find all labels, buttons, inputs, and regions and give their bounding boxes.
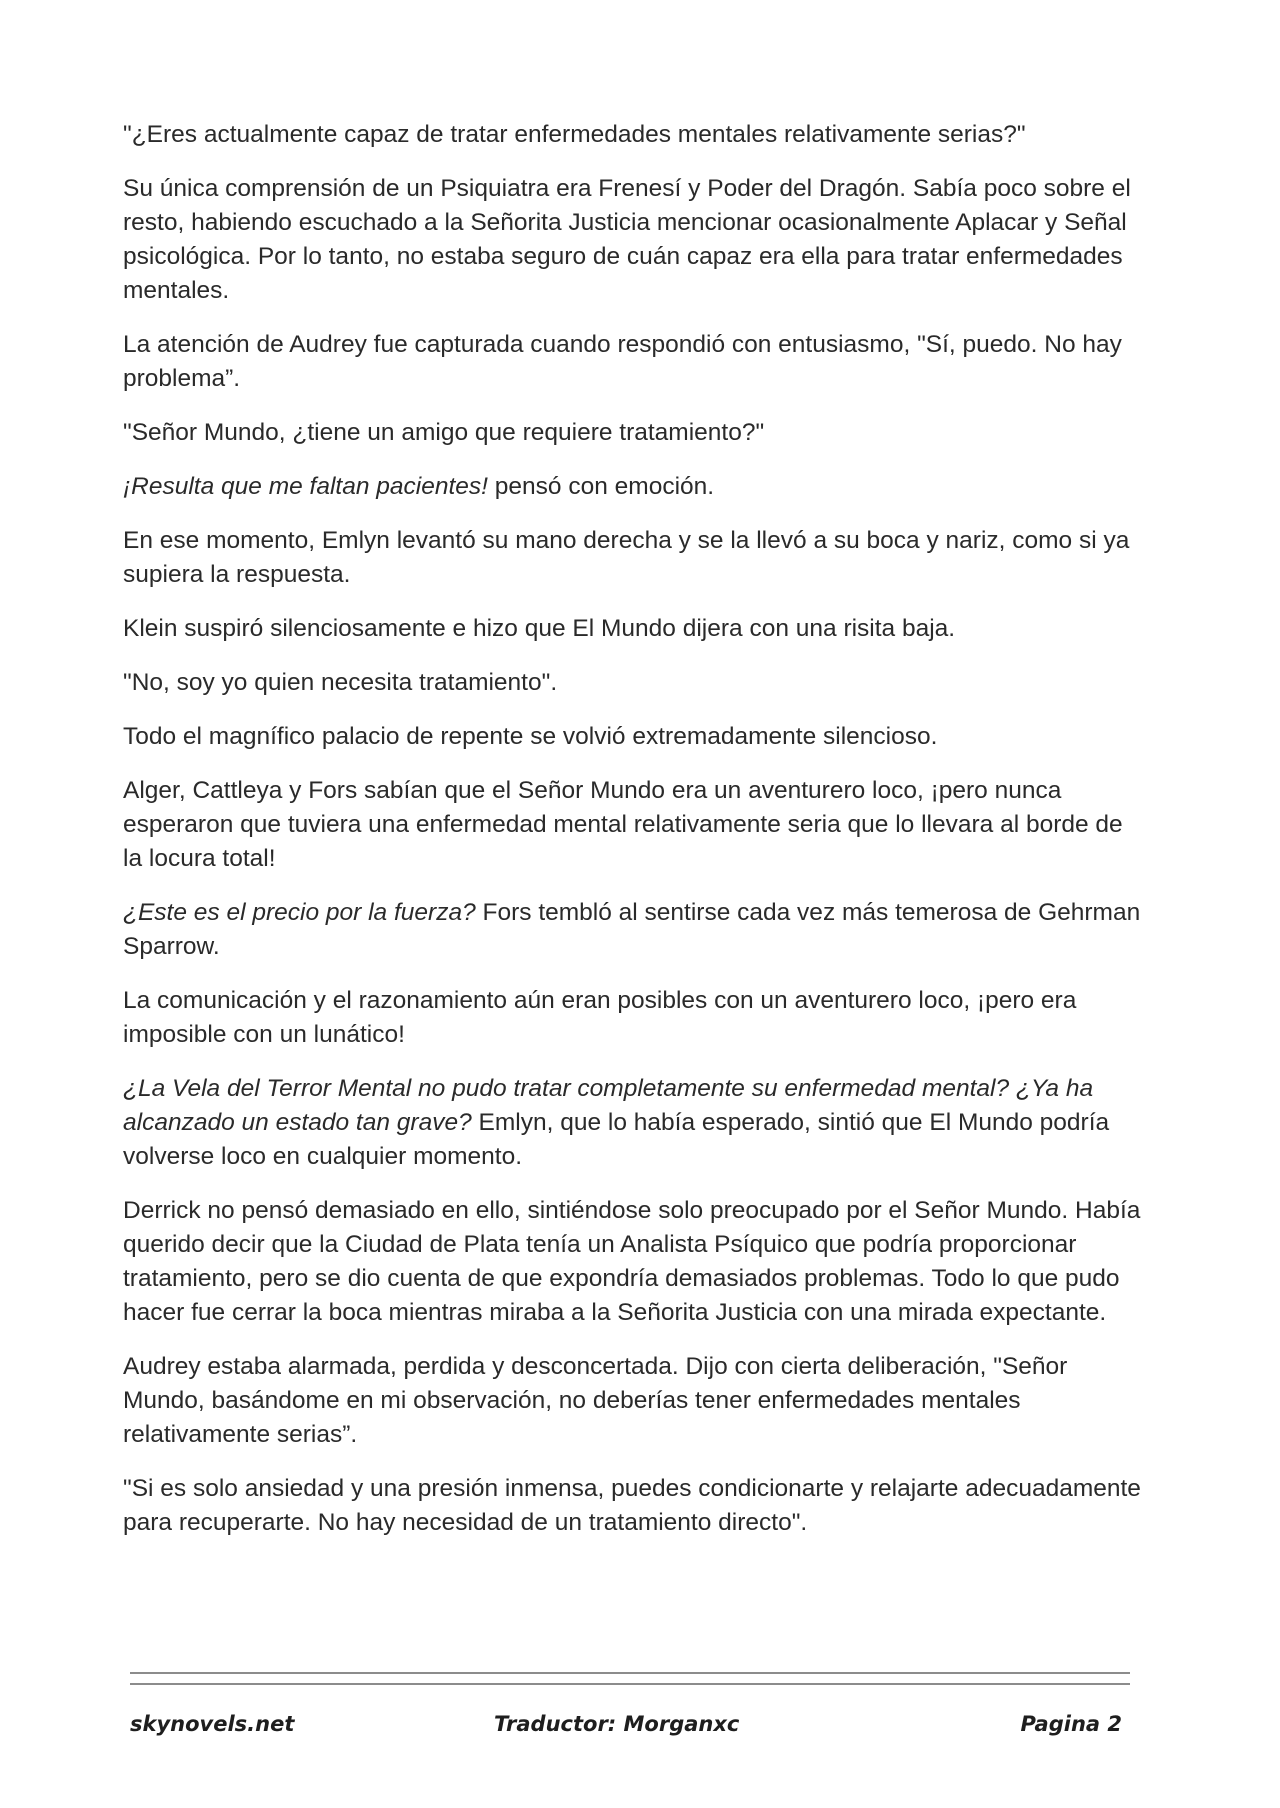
- footer-site: skynovels.net: [130, 1712, 295, 1736]
- text-run: Emlyn, que lo había esperado, sintió que El Mundo podría volverse loco en cualquier momento.: [123, 1109, 1110, 1170]
- text-run: "¿Eres actualmente capaz de tratar enfermedades mentales relativamente serias?": [123, 121, 1026, 148]
- footer-translator: Traductor: Morganxc: [494, 1712, 740, 1736]
- text-run: Derrick no pensó demasiado en ello, sintiéndose solo preocupado por el Señor Mundo. Había querido decir que la Ciudad de Plata tenía un Analista Psíquico que podría proporcionar tratamiento, pero se dio cuenta de que expondría demasiados problemas. Todo lo que pudo hacer fue cerrar la boca mientras miraba a la Señorita Justicia con una mirada expectante.: [123, 1197, 1141, 1326]
- paragraph: [123, 666, 1143, 700]
- footer-rule-bottom: [130, 1683, 1130, 1685]
- text-run: La comunicación y el razonamiento aún eran posibles con un aventurero loco, ¡pero era imposible con un lunático!: [123, 987, 1077, 1048]
- italic-text: ¿La Vela del Terror Mental no pudo tratar completamente su enfermedad mental? ¿Ya ha alcanzado un estado tan grave?: [123, 1075, 1094, 1136]
- text-run: Alger, Cattleya y Fors sabían que el Señor Mundo era un aventurero loco, ¡pero nunca esperaron que tuviera una enfermedad mental relativamente seria que lo llevara al borde de la locura total!: [123, 777, 1123, 872]
- paragraph: [123, 1350, 1143, 1452]
- text-run: En ese momento, Emlyn levantó su mano derecha y se la llevó a su boca y nariz, como si ya supiera la respuesta.: [123, 527, 1130, 588]
- paragraph: [123, 1472, 1143, 1540]
- text-run: Fors tembló al sentirse cada vez más temerosa de Gehrman Sparrow.: [123, 899, 1141, 960]
- text-run: Klein suspiró silenciosamente e hizo que El Mundo dijera con una risita baja.: [123, 615, 956, 642]
- paragraph: [123, 118, 1143, 152]
- page-footer: [130, 1712, 1122, 1752]
- paragraph: [123, 524, 1143, 592]
- footer-rule-top: [130, 1672, 1130, 1674]
- paragraph: [123, 984, 1143, 1052]
- footer-page-number: Pagina 2: [1020, 1712, 1122, 1736]
- text-run: "Si es solo ansiedad y una presión inmensa, puedes condicionarte y relajarte adecuadamente para recuperarte. No hay necesidad de un tratamiento directo".: [123, 1475, 1141, 1536]
- document-body: [123, 118, 1143, 1560]
- italic-text: ¿Este es el precio por la fuerza?: [123, 899, 476, 926]
- text-run: Audrey estaba alarmada, perdida y desconcertada. Dijo con cierta deliberación, "Señor Mundo, basándome en mi observación, no deberías tener enfermedades mentales relativamente serias”.: [123, 1353, 1068, 1448]
- paragraph: [123, 612, 1143, 646]
- text-run: "Señor Mundo, ¿tiene un amigo que requiere tratamiento?": [123, 419, 765, 446]
- text-run: La atención de Audrey fue capturada cuando respondió con entusiasmo, "Sí, puedo. No hay problema”.: [123, 331, 1122, 392]
- paragraph: [123, 328, 1143, 396]
- text-run: "No, soy yo quien necesita tratamiento".: [123, 669, 558, 696]
- paragraph: [123, 416, 1143, 450]
- paragraph: [123, 1194, 1143, 1330]
- paragraph: [123, 774, 1143, 876]
- paragraph: [123, 1072, 1143, 1174]
- paragraph: [123, 172, 1143, 308]
- text-run: Todo el magnífico palacio de repente se volvió extremadamente silencioso.: [123, 723, 938, 750]
- text-run: pensó con emoción.: [488, 473, 715, 500]
- text-run: Su única comprensión de un Psiquiatra era Frenesí y Poder del Dragón. Sabía poco sobre el resto, habiendo escuchado a la Señorita Justicia mencionar ocasionalmente Aplacar y Señal psicológica. Por lo tanto, no estaba seguro de cuán capaz era ella para tratar enfermedades mentales.: [123, 175, 1131, 304]
- paragraph: [123, 896, 1143, 964]
- italic-text: ¡Resulta que me faltan pacientes!: [123, 473, 488, 500]
- footer-divider: [130, 1672, 1130, 1694]
- paragraph: [123, 470, 1143, 504]
- paragraph: [123, 720, 1143, 754]
